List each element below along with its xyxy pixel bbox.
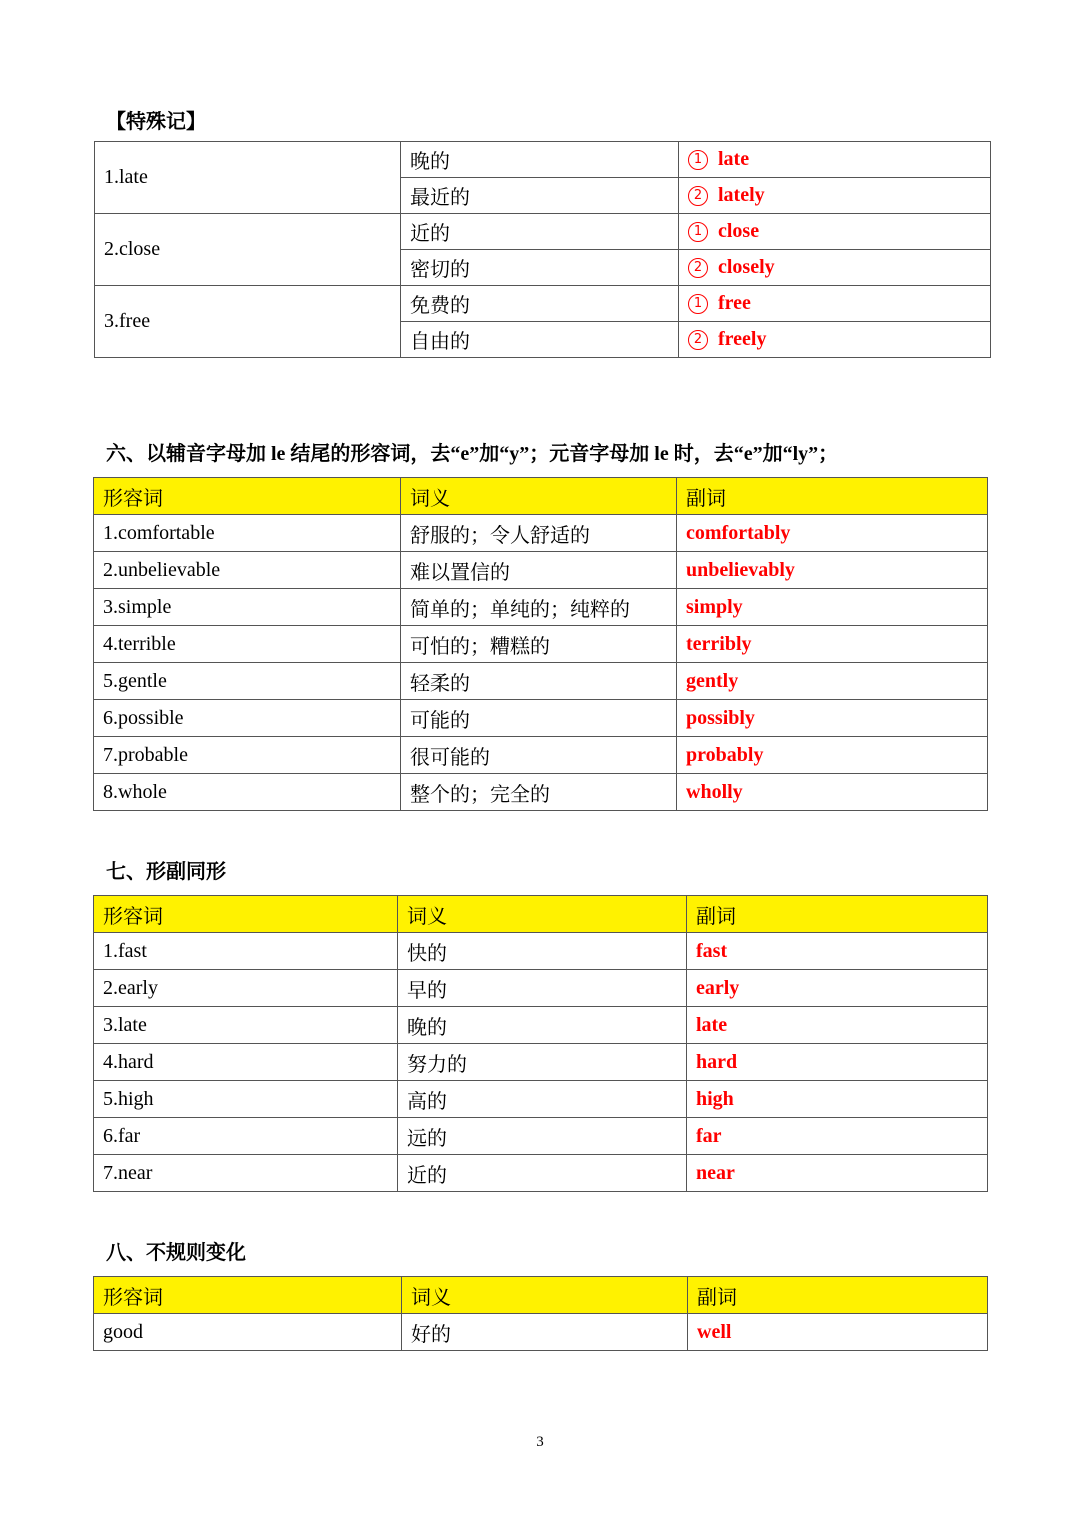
- adjective-cell: 7.probable: [94, 737, 401, 774]
- adverb-cell: wholly: [677, 774, 988, 811]
- meaning-cell: 难以置信的: [401, 552, 677, 589]
- adjective-cell: 6.far: [94, 1118, 398, 1155]
- adverb-cell: probably: [677, 737, 988, 774]
- adjective-cell: 1.comfortable: [94, 515, 401, 552]
- adverb-cell: late: [687, 1007, 988, 1044]
- table-row: [94, 1118, 988, 1155]
- adverb-cell: near: [687, 1155, 988, 1192]
- adverb-cell: [679, 286, 991, 322]
- circled-number: 1: [688, 150, 708, 170]
- meaning-cell: 好的: [402, 1314, 688, 1351]
- meaning-cell: 高的: [398, 1081, 687, 1118]
- table-row: [94, 1044, 988, 1081]
- meaning-cell: 远的: [398, 1118, 687, 1155]
- table-row: [94, 933, 988, 970]
- header-adjective: 形容词: [94, 1277, 402, 1314]
- meaning-cell: 晚的: [398, 1007, 687, 1044]
- header-row: [94, 896, 988, 933]
- adverb-text: free: [718, 292, 751, 314]
- page-number: 3: [536, 1434, 544, 1450]
- table-row: [94, 774, 988, 811]
- table-row: [94, 1314, 988, 1351]
- table-row: [94, 970, 988, 1007]
- table-row: [95, 214, 991, 250]
- adverb-cell: [679, 250, 991, 286]
- meaning-cell: 很可能的: [401, 737, 677, 774]
- adverb-cell: far: [687, 1118, 988, 1155]
- circled-number: 1: [688, 294, 708, 314]
- meaning-cell: 轻柔的: [401, 663, 677, 700]
- adjective-cell: 1.fast: [94, 933, 398, 970]
- header-adverb: 副词: [687, 896, 988, 933]
- adverb-text: freely: [718, 328, 767, 350]
- meaning-cell: 快的: [398, 933, 687, 970]
- meaning-cell: 自由的: [401, 322, 679, 358]
- meaning-cell: 最近的: [401, 178, 679, 214]
- circled-number: 1: [688, 222, 708, 242]
- adjective-cell: 2.early: [94, 970, 398, 1007]
- meaning-cell: 晚的: [401, 142, 679, 178]
- adverb-cell: [679, 178, 991, 214]
- section8-title: 八、不规则变化: [106, 1242, 246, 1264]
- table-row: [94, 1007, 988, 1044]
- section6-table: [93, 477, 988, 811]
- adverb-cell: [679, 214, 991, 250]
- adjective-cell: 7.near: [94, 1155, 398, 1192]
- section6-title: 六、以辅音字母加 le 结尾的形容词，去“e”加“y”；元音字母加 le 时，去“e”加“ly”；: [106, 443, 839, 465]
- section7-title: 七、形副同形: [106, 861, 226, 883]
- table-row: [94, 626, 988, 663]
- adverb-cell: well: [688, 1314, 988, 1351]
- word-cell: 2.close: [95, 214, 401, 286]
- table-row: [95, 142, 991, 178]
- meaning-cell: 整个的；完全的: [401, 774, 677, 811]
- adverb-cell: early: [687, 970, 988, 1007]
- adverb-text: late: [718, 148, 750, 170]
- circled-number: 2: [688, 330, 708, 350]
- adjective-cell: 2.unbelievable: [94, 552, 401, 589]
- header-adverb: 副词: [677, 478, 988, 515]
- table-row: [94, 663, 988, 700]
- adverb-text: lately: [718, 184, 765, 206]
- meaning-cell: 可能的: [401, 700, 677, 737]
- meaning-cell: 舒服的；令人舒适的: [401, 515, 677, 552]
- special-title: 【特殊记】: [106, 111, 206, 133]
- adjective-cell: 4.hard: [94, 1044, 398, 1081]
- meaning-cell: 密切的: [401, 250, 679, 286]
- table-row: [94, 515, 988, 552]
- table-row: [94, 552, 988, 589]
- word-cell: 1.late: [95, 142, 401, 214]
- table-row: [94, 589, 988, 626]
- word-cell: 3.free: [95, 286, 401, 358]
- adjective-cell: 5.gentle: [94, 663, 401, 700]
- section7-table: [93, 895, 988, 1192]
- header-adverb: 副词: [688, 1277, 988, 1314]
- table-row: [94, 1155, 988, 1192]
- meaning-cell: 可怕的；糟糕的: [401, 626, 677, 663]
- header-meaning: 词义: [402, 1277, 688, 1314]
- adverb-cell: possibly: [677, 700, 988, 737]
- adjective-cell: good: [94, 1314, 402, 1351]
- circled-number: 2: [688, 258, 708, 278]
- adjective-cell: 3.late: [94, 1007, 398, 1044]
- header-adjective: 形容词: [94, 896, 398, 933]
- meaning-cell: 近的: [401, 214, 679, 250]
- circled-number: 2: [688, 186, 708, 206]
- adverb-cell: comfortably: [677, 515, 988, 552]
- adverb-text: close: [718, 220, 760, 242]
- adverb-cell: [679, 322, 991, 358]
- adjective-cell: 6.possible: [94, 700, 401, 737]
- adverb-cell: fast: [687, 933, 988, 970]
- adverb-cell: simply: [677, 589, 988, 626]
- adjective-cell: 5.high: [94, 1081, 398, 1118]
- header-row: [94, 478, 988, 515]
- table-row: [94, 1081, 988, 1118]
- adverb-cell: gently: [677, 663, 988, 700]
- meaning-cell: 免费的: [401, 286, 679, 322]
- header-row: [94, 1277, 988, 1314]
- adverb-cell: high: [687, 1081, 988, 1118]
- meaning-cell: 努力的: [398, 1044, 687, 1081]
- adverb-cell: [679, 142, 991, 178]
- adverb-cell: hard: [687, 1044, 988, 1081]
- adverb-text: closely: [718, 256, 775, 278]
- table-row: [94, 737, 988, 774]
- adverb-cell: terribly: [677, 626, 988, 663]
- table-row: [95, 286, 991, 322]
- adverb-cell: unbelievably: [677, 552, 988, 589]
- adjective-cell: 4.terrible: [94, 626, 401, 663]
- adjective-cell: 8.whole: [94, 774, 401, 811]
- meaning-cell: 早的: [398, 970, 687, 1007]
- header-meaning: 词义: [401, 478, 677, 515]
- table-row: [94, 700, 988, 737]
- meaning-cell: 简单的；单纯的；纯粹的: [401, 589, 677, 626]
- header-meaning: 词义: [398, 896, 687, 933]
- special-table: [94, 141, 991, 358]
- meaning-cell: 近的: [398, 1155, 687, 1192]
- section8-table: [93, 1276, 988, 1351]
- header-adjective: 形容词: [94, 478, 401, 515]
- adjective-cell: 3.simple: [94, 589, 401, 626]
